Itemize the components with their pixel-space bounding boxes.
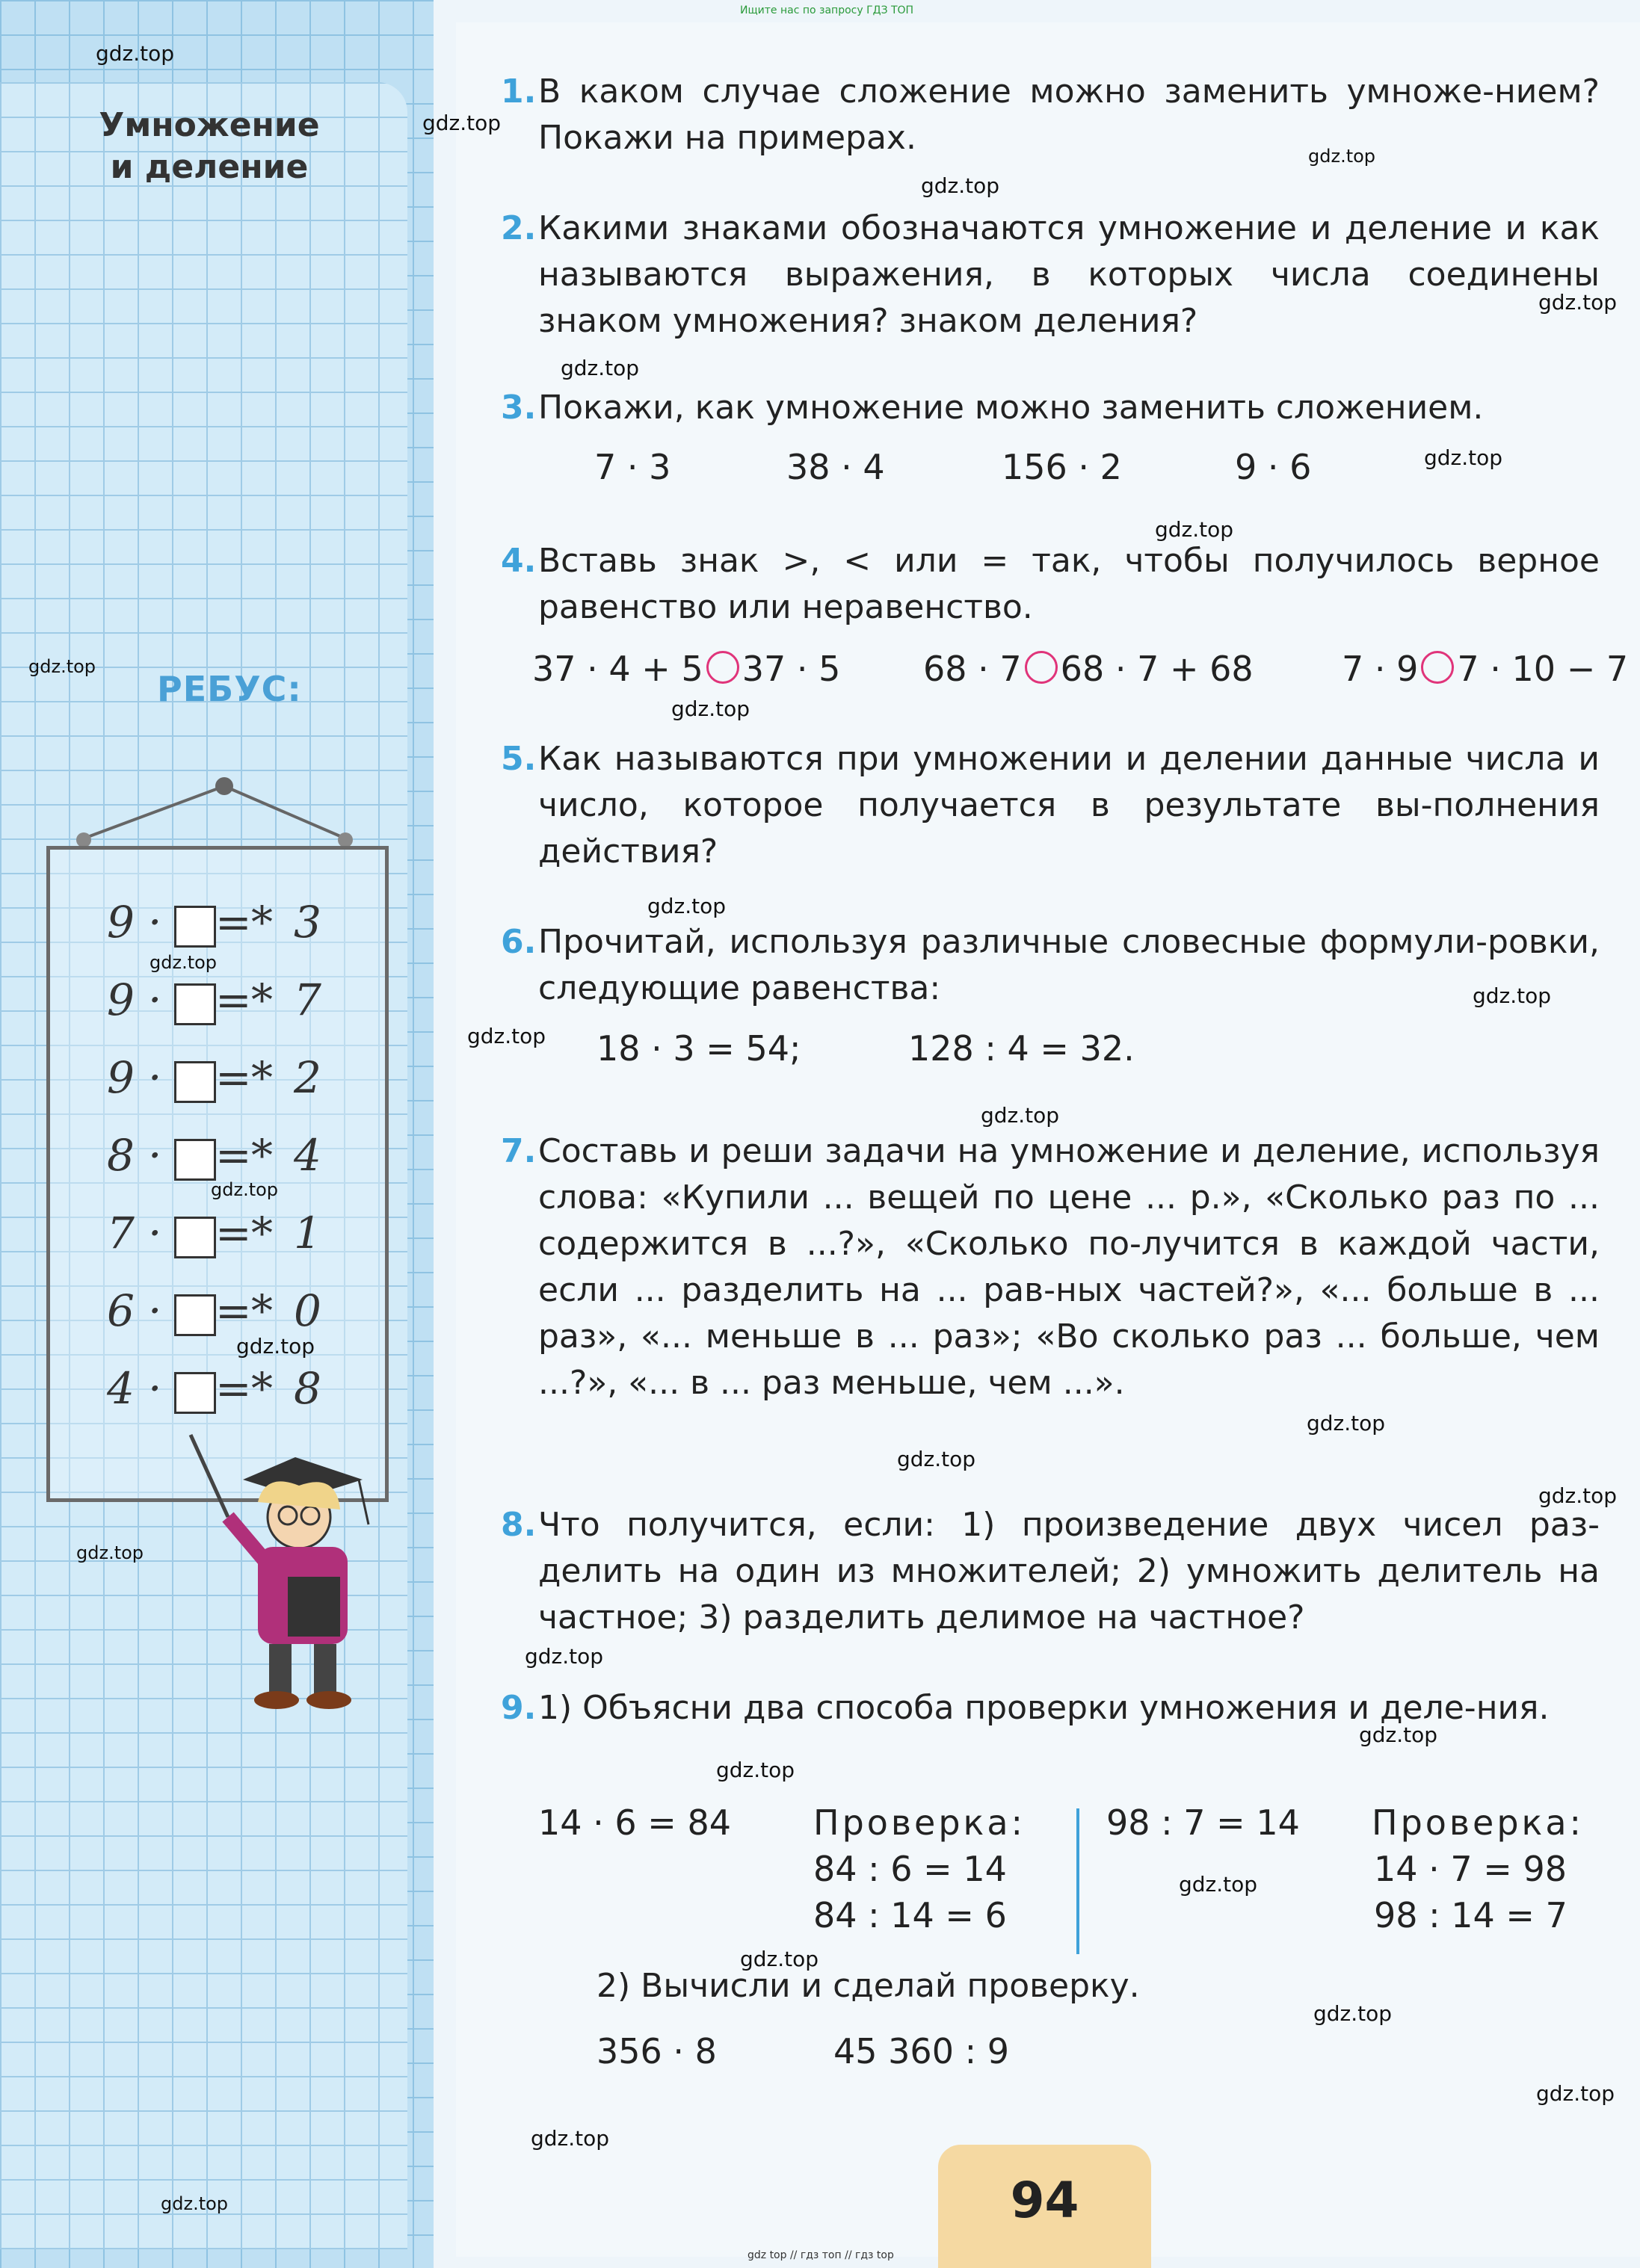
task-text: В каком случае сложение можно заменить умноже-нием? Покажи на примерах. <box>538 72 1600 157</box>
sidebar-title <box>97 105 321 188</box>
task6-equality: 128 : 4 = 32. <box>908 1028 1135 1069</box>
watermark: gdz.top <box>647 894 727 918</box>
top-note: Ищите нас по запросу ГДЗ ТОП <box>740 4 914 16</box>
poster-hanger-icon <box>67 770 381 852</box>
task-7 <box>501 1128 1600 1406</box>
task9-example: 14 · 6 = 84 <box>538 1802 731 1843</box>
watermark: gdz.top <box>422 111 502 135</box>
watermark: gdz.top <box>96 41 175 66</box>
task-text: Как называются при умножении и делении данные числа и число, которое получается в результате вы-полнения действия? <box>538 740 1600 871</box>
rebus-blank-box[interactable] <box>174 983 216 1025</box>
watermark: gdz.top <box>1308 146 1376 167</box>
watermark: gdz.top <box>161 2193 229 2214</box>
task-number: 8. <box>501 1506 537 1544</box>
watermark: gdz.top <box>1538 1483 1618 1508</box>
sidebar-title-line1: Умножение <box>99 106 320 144</box>
column-divider <box>1076 1808 1079 1954</box>
task6-equality: 18 · 3 = 54; <box>596 1028 801 1069</box>
rebus-blank-box[interactable] <box>174 1217 216 1258</box>
watermark: gdz.top <box>1473 983 1552 1008</box>
rebus-blank-box[interactable] <box>174 1372 216 1414</box>
page-number: 94 <box>938 2145 1151 2268</box>
rebus-row: 9 · = * 2 <box>107 1052 321 1103</box>
watermark: gdz.top <box>1313 2001 1393 2026</box>
task-3 <box>501 385 1600 431</box>
task-text: 1) Объясни два способа проверки умножения и деле-ния. <box>538 1689 1550 1727</box>
watermark: gdz.top <box>1536 2081 1615 2106</box>
watermark: gdz.top <box>1155 517 1234 542</box>
check-line: 84 : 14 = 6 <box>813 1895 1007 1935</box>
watermark: gdz.top <box>671 696 750 721</box>
task-text: Что получится, если: 1) произведение двух чисел раз-делить на один из множителей; 2) умножить делитель на частное; 3) разделить делимое на частное? <box>538 1506 1600 1637</box>
task4-comparison: 7 · 9 7 · 10 − 7 <box>1342 649 1629 689</box>
rebus-blank-box[interactable] <box>174 1061 216 1103</box>
watermark: gdz.top <box>1359 1722 1438 1747</box>
task-number: 6. <box>501 923 537 961</box>
task-6 <box>501 919 1600 1012</box>
task3-expression: 9 · 6 <box>1235 447 1312 487</box>
task3-expression: 7 · 3 <box>594 447 671 487</box>
task-5 <box>501 736 1600 875</box>
watermark: gdz.top <box>561 356 640 380</box>
task-number: 7. <box>501 1132 537 1170</box>
check-label: Проверка: <box>1372 1802 1585 1843</box>
task-text: Вставь знак >, < или = так, чтобы получилось верное равенство или неравенство. <box>538 542 1600 626</box>
compare-circle[interactable] <box>706 651 739 684</box>
rebus-blank-box[interactable] <box>174 1294 216 1336</box>
task9-part2: 2) Вычисли и сделай проверку. <box>596 1967 1140 2005</box>
task-number: 5. <box>501 740 537 778</box>
task-1 <box>501 69 1600 161</box>
rebus-title: РЕБУС: <box>157 669 302 709</box>
watermark: gdz.top <box>211 1179 279 1200</box>
task3-expression: 38 · 4 <box>786 447 885 487</box>
watermark: gdz.top <box>1307 1411 1386 1436</box>
compare-circle[interactable] <box>1025 651 1058 684</box>
teacher-illustration-icon <box>176 1427 400 1711</box>
rebus-row: 8 · = * 4 <box>107 1130 321 1181</box>
watermark: gdz.top <box>897 1447 976 1471</box>
task-number: 3. <box>501 389 537 427</box>
check-label: Проверка: <box>813 1802 1026 1843</box>
task3-expression: 156 · 2 <box>1002 447 1122 487</box>
watermark: gdz.top <box>149 952 218 973</box>
watermark: gdz.top <box>981 1103 1060 1128</box>
task4-comparison: 37 · 4 + 5 37 · 5 <box>532 649 841 689</box>
check-line: 84 : 6 = 14 <box>813 1849 1007 1889</box>
task-text: Какими знаками обозначаются умножение и деление и как называются выражения, в которых числа соединены знаком умножения? знаком деления? <box>538 209 1600 340</box>
bottom-note: gdz top // гдз топ // гдз top <box>747 2249 894 2261</box>
watermark: gdz.top <box>740 1947 819 1971</box>
check-line: 98 : 14 = 7 <box>1374 1895 1567 1935</box>
task-2 <box>501 206 1600 344</box>
task-8 <box>501 1502 1600 1641</box>
watermark: gdz.top <box>76 1542 144 1563</box>
watermark: gdz.top <box>1424 445 1503 470</box>
task-number: 2. <box>501 209 537 247</box>
rebus-row: 6 · = * 0 <box>107 1285 321 1336</box>
task-text: Составь и реши задачи на умножение и деление, используя слова: «Купили ... вещей по цене ... р.», «Сколько раз по ... содержится в ...?», «Сколько по-лучится в каждой части, если ... разделить на ... рав-ных частей?», «... больше в ... раз», «... меньше в ... раз»; «Во сколько раз ... больше, чем ...?», «... в ... раз меньше, чем ...». <box>538 1132 1600 1402</box>
rebus-row: 4 · = * 8 <box>107 1363 321 1414</box>
compare-circle[interactable] <box>1421 651 1454 684</box>
watermark: gdz.top <box>467 1024 546 1048</box>
task9-example: 98 : 7 = 14 <box>1106 1802 1300 1843</box>
rebus-row: 7 · = * 1 <box>107 1208 321 1258</box>
watermark: gdz.top <box>28 656 96 677</box>
watermark: gdz.top <box>236 1334 315 1359</box>
watermark: gdz.top <box>1179 1872 1258 1897</box>
task-number: 4. <box>501 542 537 580</box>
check-line: 14 · 7 = 98 <box>1374 1849 1567 1889</box>
task4-comparison: 68 · 7 68 · 7 + 68 <box>923 649 1254 689</box>
task-text: Покажи, как умножение можно заменить сложением. <box>538 389 1484 427</box>
task-4 <box>501 538 1600 631</box>
sidebar-title-line2: и деление <box>110 148 309 186</box>
task-number: 1. <box>501 72 537 111</box>
rebus-blank-box[interactable] <box>174 1139 216 1181</box>
rebus-blank-box[interactable] <box>174 906 216 948</box>
task-9 <box>501 1685 1600 1731</box>
rebus-row: 9 · = * 3 <box>107 897 321 948</box>
task9-compute: 356 · 8 <box>596 2031 717 2071</box>
watermark: gdz.top <box>716 1758 795 1782</box>
watermark: gdz.top <box>921 173 1000 198</box>
task-text: Прочитай, используя различные словесные формули-ровки, следующие равенства: <box>538 923 1600 1007</box>
task-number: 9. <box>501 1689 537 1727</box>
watermark: gdz.top <box>1538 290 1618 315</box>
rebus-row: 9 · = * 7 <box>107 974 321 1025</box>
watermark: gdz.top <box>525 1644 604 1669</box>
watermark: gdz.top <box>531 2126 610 2151</box>
task9-compute: 45 360 : 9 <box>833 2031 1009 2071</box>
